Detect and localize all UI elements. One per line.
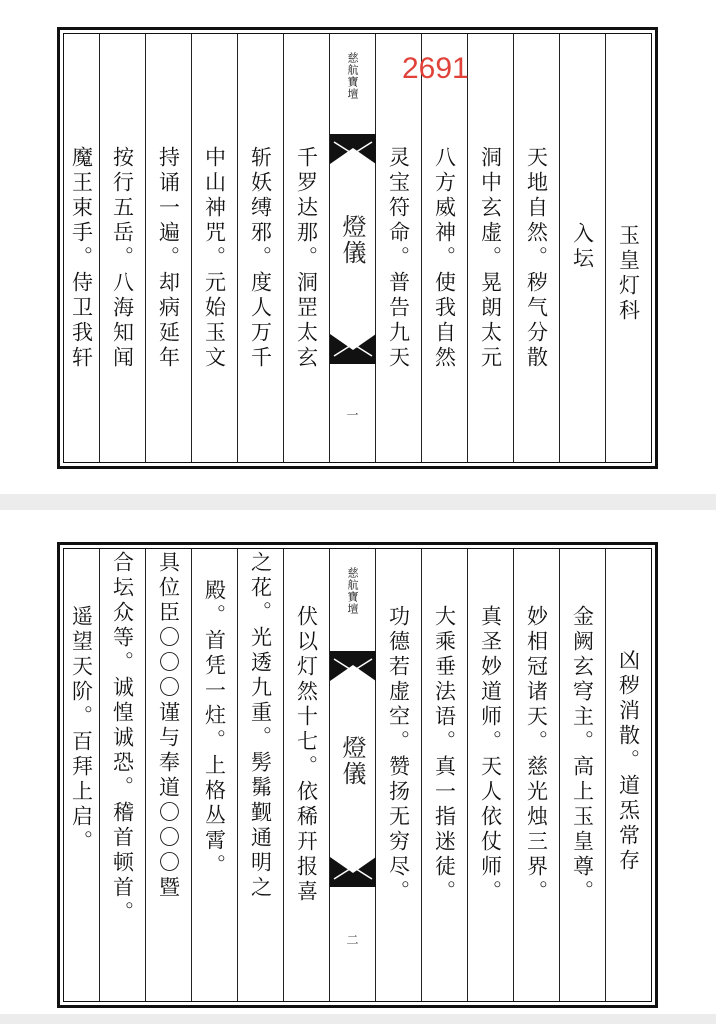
verse-line: 灵宝符命。普告九天 [386,146,411,371]
column-title [605,34,651,462]
verse-line: 伏以灯然十七。依稀幵报喜 [294,605,319,905]
page-center-column [329,34,375,462]
upper-fishtail-ornament [330,134,375,164]
verse-line: 魔王束手。侍卫我轩 [69,146,94,371]
column-line [467,34,513,462]
lower-fishtail-ornament [330,857,375,887]
page-number: 一 [346,408,359,422]
page-number: 二 [346,933,359,947]
section-heading: 入坛 [570,222,595,272]
column-line [421,34,467,462]
verse-line: 天地自然。秽气分散 [524,146,549,371]
page-2-frame [63,548,652,1002]
verse-line: 持诵一遍。却病延年 [156,146,181,371]
column-line [559,549,605,1001]
page-stamp-number: 2691 [402,52,469,85]
column-line [191,549,237,1001]
column-line [513,34,559,462]
verse-line: 殿。首凭一炷。上格丛霄。 [202,579,227,879]
scripture-title: 玉皇灯科 [616,224,641,324]
verse-line: 大乘垂法语。真一指迷徒。 [432,605,457,905]
book-title: 燈儀 [338,735,366,787]
verse-line: 按行五岳。八海知闻 [110,146,135,371]
upper-fishtail-ornament [330,651,375,681]
scripture-page-2 [57,542,658,1008]
column-line [421,549,467,1001]
verse-line: 具位臣〇〇〇谨与奉道〇〇〇暨 [156,551,181,901]
verse-line: 凶秽消散。道炁常存 [616,649,641,874]
column-line [99,549,145,1001]
scripture-page-1 [57,27,658,469]
column-line [191,34,237,462]
verse-line: 功德若虚空。赞扬无穷尽。 [386,605,411,905]
publisher-label: 慈航寶壇 [346,567,359,615]
verse-line: 中山神咒。元始玉文 [202,146,227,371]
column-line [283,34,329,462]
column-line [145,34,191,462]
column-line [375,34,421,462]
verse-line: 真圣妙道师。天人依仗师。 [478,605,503,905]
column-line [467,549,513,1001]
column-line [99,34,145,462]
column-line [237,34,283,462]
verse-line: 八方威神。使我自然 [432,146,457,371]
column-line [605,549,651,1001]
column-line [513,549,559,1001]
book-title: 燈儀 [338,214,366,266]
page-center-column [329,549,375,1001]
bottom-band [0,1014,716,1024]
verse-line: 妙相冠诸天。慈光烛三界。 [524,605,549,905]
verse-line: 斩妖缚邪。度人万千 [248,146,273,371]
column-line [145,549,191,1001]
column-line [237,549,283,1001]
page-1-frame [63,33,652,463]
lower-fishtail-ornament [330,334,375,364]
column-line [375,549,421,1001]
column-section [559,34,605,462]
column-line [283,549,329,1001]
publisher-label: 慈航寶壇 [346,52,359,100]
verse-line: 千罗达那。洞罡太玄 [294,146,319,371]
verse-line: 遥望天阶。百拜上启。 [69,605,94,855]
verse-line: 金阙玄穹主。高上玉皇尊。 [570,605,595,905]
column-line [64,34,99,462]
page-separator [0,494,716,510]
verse-line: 合坛众等。诚惶诚恐。稽首顿首。 [110,551,135,926]
column-line [64,549,99,1001]
verse-line: 洞中玄虚。晃朗太元 [478,146,503,371]
verse-line: 之花。光透九重。髣髴觐通明之 [248,551,273,901]
